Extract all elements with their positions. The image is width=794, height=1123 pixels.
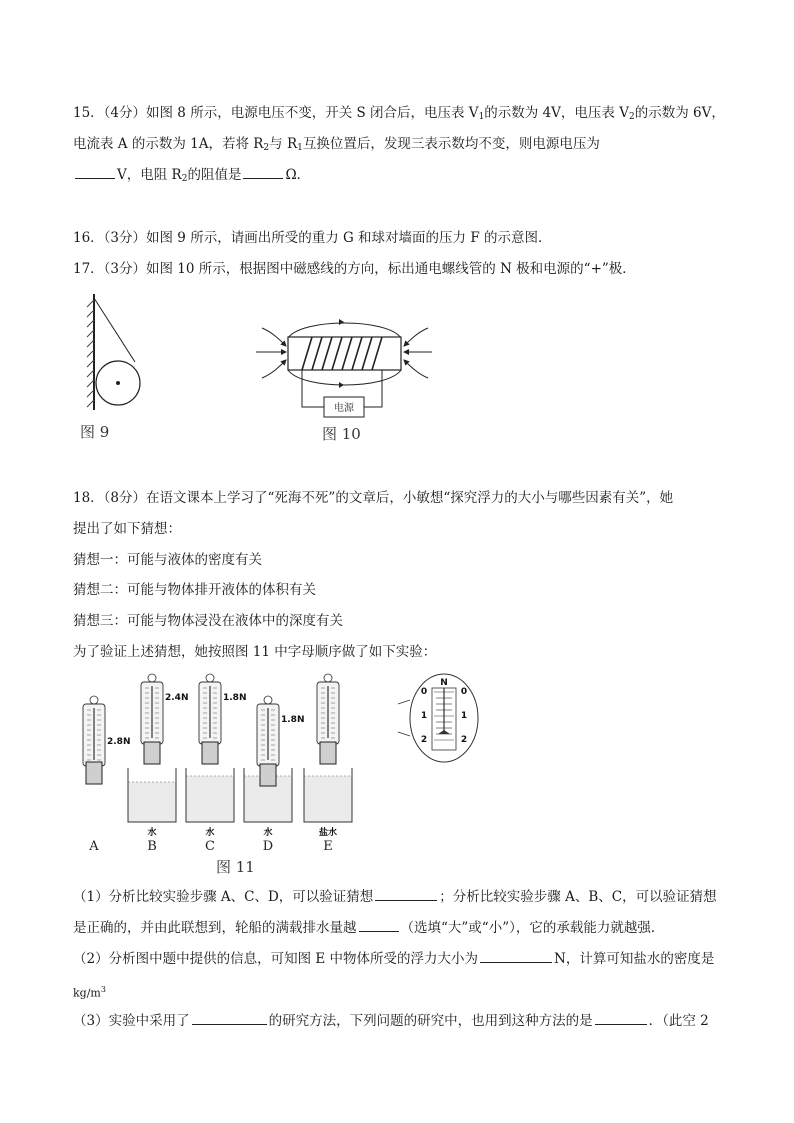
answer-blank-example[interactable] [595,1010,647,1025]
liquid-label-e: 盐水 [318,828,338,838]
figure-11-caption: 图 11 [216,858,255,876]
q15-line-2: 电流表 A 的示数为 1A，若将 $R_2$与 $R_1$互换位置后，发现三表示数均不变，则电源电压为 [73,136,600,153]
q18-part1-line1: （1）分析比较实验步骤 A、C、D，可以验证猜想 ；分析比较实验步骤 A、B、C，可以验证猜想 [73,886,717,907]
q16-text: 16．（3分）如图 9 所示，请画出所受的重力 G 和球对墙面的压力 F 的示意图． [73,230,552,246]
panel-b [128,674,188,854]
liquid-label-b: 水 [147,828,157,838]
reading-b: 2.4N [165,693,189,703]
scale-ring [90,696,98,704]
panel-e [304,674,352,854]
q18-line-2: 提出了如下猜想： [73,521,181,537]
reading-c: 1.8N [223,693,247,703]
zoom-tick-right-2: 2 [460,735,468,745]
liquid-label-d: 水 [263,828,273,838]
panel-a [83,696,130,854]
power-source-label: 电源 [334,403,354,414]
q18-part2-line1: （2）分析图中题中提供的信息，可知图 E 中物体所受的浮力大小为 N，计算可知盐水的密度是 [73,948,714,969]
zoom-tick-left-2: 2 [420,735,428,745]
field-line-right-upper [404,328,428,346]
q18-part2-unit: $kg/m^3$ [73,985,106,1000]
answer-blank-voltage[interactable] [75,164,115,179]
liquid [186,776,234,822]
panel-letter-c: C [205,839,215,854]
liquid-label-c: 水 [205,828,215,838]
zoom-tick-right-0: 0 [460,687,468,697]
field-line-right-lower [404,360,428,378]
wire-left [302,370,324,407]
liquid [304,776,352,822]
zoom-tick-left-1: 1 [420,711,428,721]
metal-block [260,764,276,786]
answer-blank-buoyancy[interactable] [480,948,552,963]
panel-c [186,674,246,854]
field-line-top [288,323,401,338]
q18-intro: 为了验证上述猜想，她按照图 11 中字母顺序做了如下实验： [73,644,437,660]
q17-text: 17．（3分）如图 10 所示，根据图中磁感线的方向，标出通电螺线管的 N 极和电源的“+”极． [73,261,636,277]
q18-guess-1: 猜想一：可能与液体的密度有关 [73,552,262,568]
zoom-tick-right-1: 1 [460,711,468,721]
metal-block [320,742,336,764]
q18-guess-3: 猜想三：可能与物体浸没在液体中的深度有关 [73,613,343,629]
arrow-icon [339,319,344,325]
solenoid-core [288,337,401,370]
q18-line-1: 18．（8分）在语文课本上学习了“死海不死”的文章后，小敏想“探究浮力的大小与哪些因素有关”，她 [73,490,674,506]
zoom-unit: N [440,678,448,688]
answer-blank-resistance[interactable] [243,164,283,179]
reading-d: 1.8N [281,715,305,725]
panel-d [244,696,304,854]
figure-10-caption: 图 10 [322,425,361,443]
scale-ring [148,674,156,682]
q18-part1-line2: 是正确的，并由此联想到，轮船的满载排水量越 （选填“大”或“小”），它的承载能力就越强． [73,917,664,938]
metal-block [86,762,102,784]
q18-part3-line1: （3）实验中采用了 的研究方法，下列问题的研究中，也用到这种方法的是 ．（此空 2 [73,1010,709,1031]
scale-ring [324,674,332,682]
scale-ring [206,674,214,682]
string-line [94,298,135,362]
answer-blank-guess-a[interactable] [375,886,437,901]
scale-ring [264,696,272,704]
zoom-tick-left-0: 0 [420,687,428,697]
panel-letter-e: E [323,839,333,854]
q15-line-3: V，电阻 $R_2$的阻值是 Ω． [73,164,310,189]
panel-letter-a: A [89,839,99,854]
field-line-left-upper [262,328,286,346]
panel-letter-d: D [262,839,274,854]
ball-center [116,381,120,385]
metal-block [202,742,218,764]
field-line-bottom [288,370,401,385]
zoom-scale [398,674,478,762]
arrow-icon [339,382,344,388]
q18-guess-2: 猜想二：可能与物体排开液体的体积有关 [73,582,316,598]
answer-blank-displacement[interactable] [359,917,399,932]
panel-letter-b: B [147,839,157,854]
figure-9-caption: 图 9 [80,423,110,441]
answer-blank-method[interactable] [192,1010,267,1025]
figure-10-solenoid [252,310,437,422]
figure-9-ball-wall [78,292,158,417]
wall-hatching [87,300,94,407]
figure-11-buoyancy-experiment [72,672,468,872]
wire-right [364,370,382,407]
reading-a: 2.8N [107,737,131,747]
q15-line-1: 15．（4分）如图 8 所示，电源电压不变，开关 S 闭合后，电压表 $V_1$的示数为 4V，电压表 $V_2$的示数为 6V， [73,105,725,122]
liquid [128,782,176,822]
metal-block [144,742,160,764]
field-line-left-lower [262,360,286,378]
